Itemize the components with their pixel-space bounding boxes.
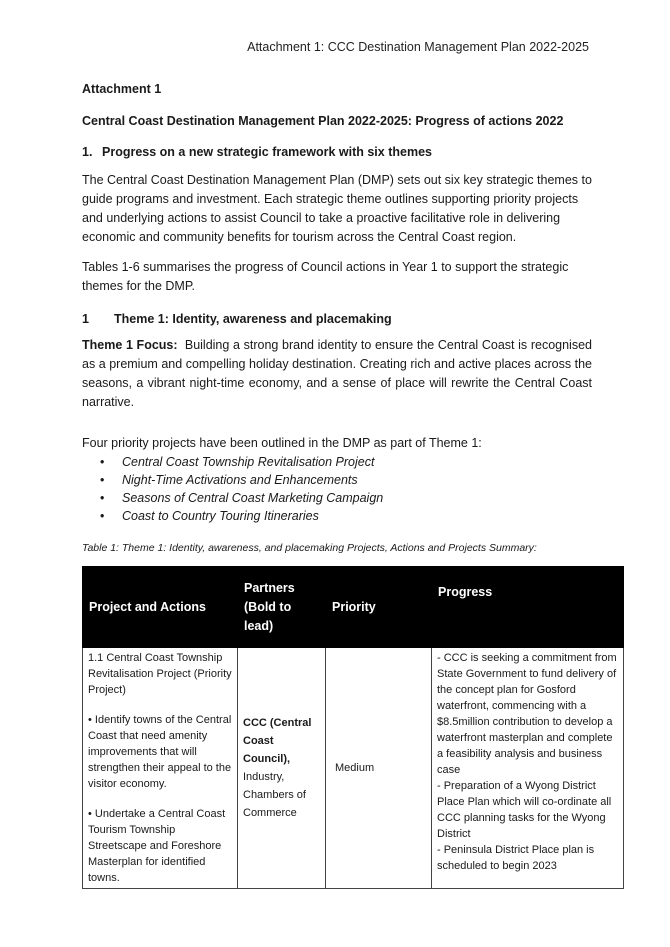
list-item: • Central Coast Township Revitalisation Project	[122, 453, 592, 471]
intro-paragraph: The Central Coast Destination Management Plan (DMP) sets out six key strategic themes to guide programs and investment. Each strategic theme outlines supporting priority projects and underlying actions to assist Council to take a proactive facilitative role in delivering economic and community benefits for tourism across the Central Coast region.	[82, 173, 592, 244]
column-header-project: Project and Actions	[83, 567, 238, 648]
cell-progress	[432, 648, 624, 889]
column-header-progress: Progress	[432, 567, 624, 648]
tables-paragraph: Tables 1-6 summarises the progress of Council actions in Year 1 to support the strategic themes for the DMP.	[82, 260, 569, 293]
list-item: • Seasons of Central Coast Marketing Campaign	[122, 489, 592, 507]
cell-priority: Medium	[326, 648, 432, 889]
project-action: • Undertake a Central Coast Tourism Township Streetscape and Foreshore Masterplan for identified towns.	[88, 808, 226, 884]
table-row	[83, 648, 624, 889]
theme-focus-label: Theme 1 Focus:	[82, 338, 178, 352]
partners-other: Industry, Chambers of Commerce	[243, 771, 306, 819]
section-title: Progress on a new strategic framework with six themes	[102, 145, 432, 159]
table-caption: Table 1: Theme 1: Identity, awareness, and placemaking Projects, Actions and Projects Summary:	[82, 542, 537, 554]
progress-item: - Peninsula District Place plan is scheduled to begin 2023	[437, 844, 595, 872]
attachment-label: Attachment 1	[82, 82, 162, 96]
project-action: • Identify towns of the Central Coast that need amenity improvements that will strengthen their appeal to the visitor economy.	[88, 714, 232, 790]
progress-item: - Preparation of a Wyong District Place Plan which will co-ordinate all CCC planning tasks for the Wyong District	[437, 780, 612, 840]
section-heading	[82, 145, 592, 159]
table-header-row	[83, 567, 624, 648]
document-body	[82, 82, 617, 889]
document-title: Central Coast Destination Management Plan 2022-2025: Progress of actions 2022	[82, 114, 564, 128]
theme-number: 1	[82, 312, 89, 326]
progress-item: - CCC is seeking a commitment from State Government to fund delivery of the concept plan for Gosford waterfront, commencing with a $8.5million contribution to develop a waterfront masterplan and complete a feasibility analysis and business case	[437, 652, 617, 776]
project-title: 1.1 Central Coast Township Revitalisation Project (Priority Project)	[88, 652, 232, 696]
partners-lead: CCC (Central Coast Council),	[243, 717, 312, 765]
progress-table	[82, 566, 624, 889]
section-number: 1.	[82, 145, 93, 159]
running-header: Attachment 1: CCC Destination Management Plan 2022-2025	[247, 40, 589, 54]
cell-project-actions	[83, 648, 238, 889]
priority-project-list	[82, 453, 592, 525]
theme-heading	[82, 312, 592, 326]
priority-intro: Four priority projects have been outlined in the DMP as part of Theme 1:	[82, 436, 482, 450]
list-item: • Coast to Country Touring Itineraries	[122, 507, 592, 525]
theme-focus-text: Building a strong brand identity to ensure the Central Coast is recognised as a premium and compelling holiday destination. Creating rich and active places across the seasons, a vibrant night-time economy, and a sense of place will rewrite the Central Coast narrative.	[82, 338, 592, 409]
column-header-priority: Priority	[326, 567, 432, 648]
theme-title: Theme 1: Identity, awareness and placemaking	[114, 312, 392, 326]
column-header-partners: Partners (Bold to lead)	[238, 567, 326, 648]
theme-focus-paragraph	[82, 336, 592, 412]
list-item: • Night-Time Activations and Enhancements	[122, 471, 592, 489]
cell-partners	[238, 648, 326, 889]
